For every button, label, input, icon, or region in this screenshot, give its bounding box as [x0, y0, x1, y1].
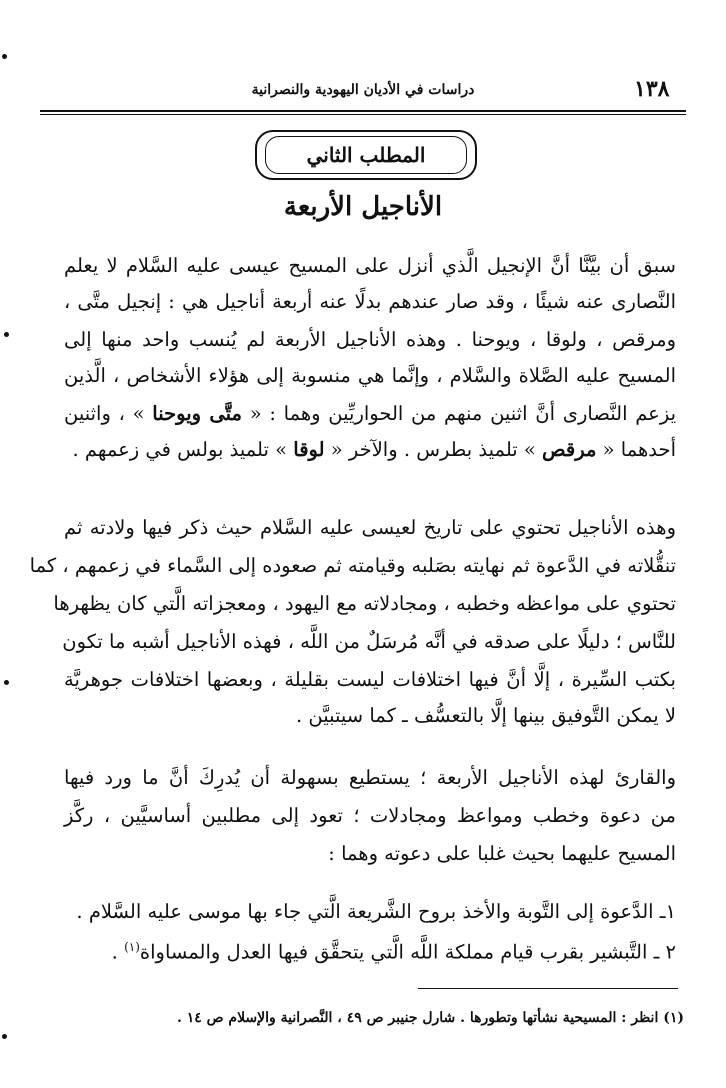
running-title: دراسات في الأديان اليهودية والنصرانية	[251, 82, 475, 98]
footnote-marker: (١)	[124, 940, 140, 954]
header-rule	[40, 110, 686, 115]
margin-mark	[2, 1034, 7, 1039]
text-run: أحدهما «	[596, 438, 676, 461]
text-run: يزعم النَّصارى أنَّ اثنين منهم من الحواريِّين وهما : «	[241, 402, 677, 425]
paragraph-2-line-6: لا يمكن التَّوفيق بينها إلَّا بالتعسُّف ـ كما سيتبيَّن .	[296, 704, 676, 727]
margin-mark	[4, 680, 9, 685]
paragraph-2-line-3: تحتوي على مواعظه وخطبه ، ومجادلاته مع اليهود ، ومعجزاته الَّتي كان يظهرها	[53, 592, 676, 615]
text-run: » تلميذ بولس في زعمهم .	[72, 438, 294, 461]
paragraph-3-line-1: والقارئ لهذه الأناجيل الأربعة ؛ يستطيع بسهولة أن يُدرِكَ أنَّ ما ورد فيها	[64, 766, 676, 789]
paragraph-2-line-2: تنقُّلاته في الدَّعوة ثم نهايته بصَلبه وقيامته ثم صعوده إلى السَّماء في زعمهم ، كما	[29, 554, 676, 577]
list-item-2	[64, 940, 676, 964]
paragraph-3-line-2: من دعوة وخطب ومواعظ ومجادلات ؛ تعود إلى مطلبين أساسيَّين ، ركَّز	[64, 804, 676, 827]
text-run: .	[111, 940, 125, 964]
section-heading-frame	[255, 130, 477, 180]
paragraph-1-line-6	[64, 438, 676, 461]
text-run: » تلميذ بطرس . والآخر «	[324, 438, 543, 461]
chapter-title: الأناجيل الأربعة	[283, 192, 443, 222]
paragraph-1-line-1: سبق أن بيَّنَّا أنَّ الإنجيل الَّذي أنزل على المسيح عيسى عليه السَّلام لا يعلم	[64, 254, 676, 277]
paragraph-2-line-4: للنَّاس ؛ دليلًا على صدقه في أنَّه مُرسَلٌ من اللَّه ، فهذه الأناجيل أشبه ما تكون	[62, 630, 676, 653]
paragraph-1-line-3: ومرقص ، ولوقا ، ويوحنا . وهذه الأناجيل الأربعة لم يُنسب واحد منها إلى	[64, 328, 676, 351]
page-number: ١٣٨	[634, 76, 670, 102]
paragraph-1-line-5	[64, 402, 676, 425]
text-run: ٢ ـ التَّبشير بقرب قيام مملكة اللَّه الَّتي يتحقَّق فيها العدل والمساواة	[139, 940, 676, 964]
footnote: (١) انظر : المسيحية نشأتها وتطورها . شارل جنيبر ص ٤٩ ، النَّصرانية والإسلام ص ١٤ .	[176, 1010, 684, 1026]
list-item-1: ١ـ الدَّعوة إلى التَّوبة والأخذ بروح الشَّريعة الَّتي جاء بها موسى عليه السَّلام .	[76, 900, 676, 923]
paragraph-3-line-3: المسيح عليهما بحيث غلبا على دعوته وهما :	[328, 842, 676, 865]
gospel-name-mark: مرقص	[542, 438, 597, 461]
paragraph-2-line-5: بكتب السِّيرة ، إلَّا أنَّ فيها اختلافات ليست بقليلة ، وبعضها اختلافات جوهريَّة	[64, 668, 676, 691]
paragraph-1-line-2: النَّصارى عنه شيئًا ، وقد صار عندهم بدلًا عنه أربعة أناجيل هي : إنجيل متَّى ،	[64, 290, 676, 313]
page-header	[40, 70, 686, 110]
section-heading: المطلب الثاني	[265, 136, 467, 174]
gospel-names-bold: متَّى ويوحنا	[152, 402, 242, 425]
footnote-rule	[418, 988, 678, 989]
margin-mark	[2, 54, 7, 59]
paragraph-2-line-1: وهذه الأناجيل تحتوي على تاريخ لعيسى عليه السَّلام حيث ذكر فيها ولادته ثم	[64, 516, 676, 539]
text-run: » ، واثنين	[64, 402, 153, 425]
paragraph-1-line-4: المسيح عليه الصَّلاة والسَّلام ، وإنَّما هي منسوبة إلى هؤلاء الأشخاص ، الَّذين	[64, 364, 676, 387]
gospel-name-luke: لوقا	[293, 438, 325, 461]
margin-mark	[4, 332, 9, 337]
